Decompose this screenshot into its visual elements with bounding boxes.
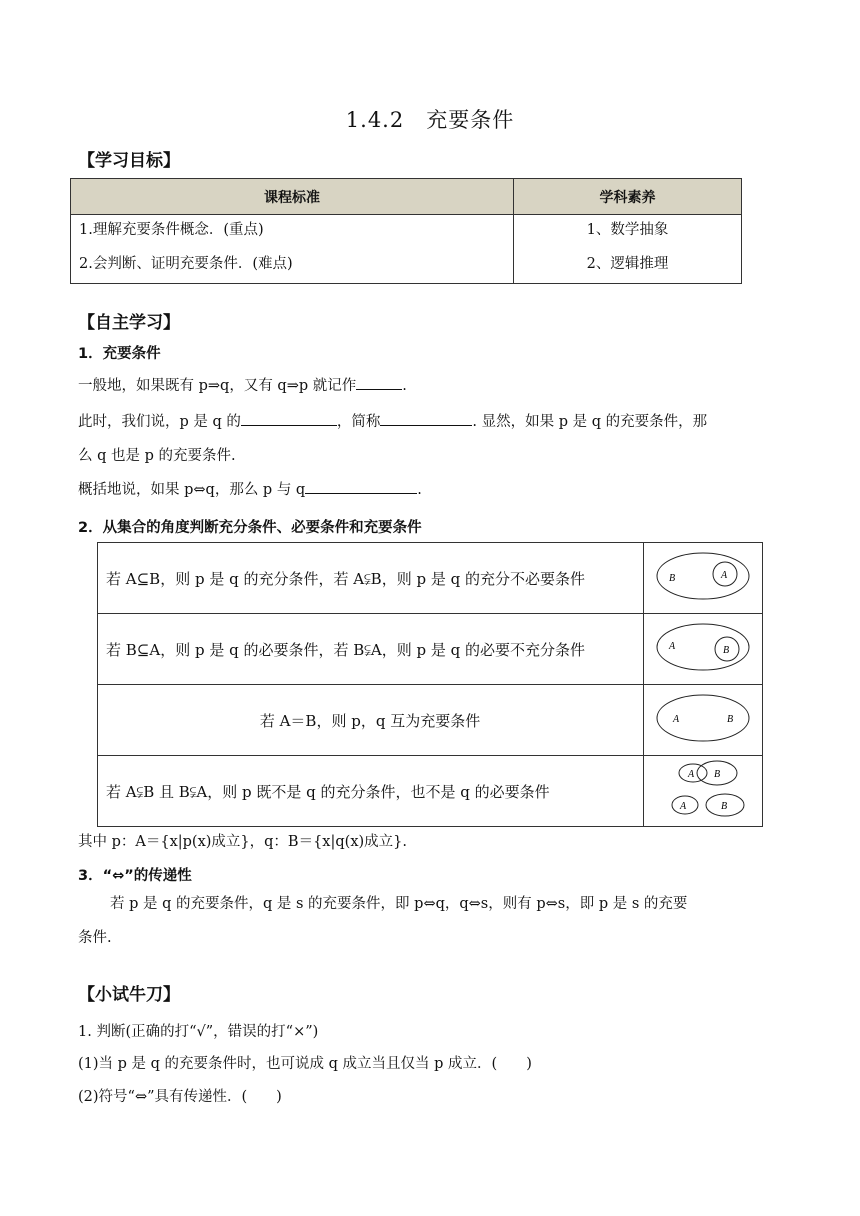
fill-blank[interactable]	[305, 479, 417, 494]
set-relation-text: 若 A⊆B，则 p 是 q 的充分条件，若 A⫋B，则 p 是 q 的充分不必要条件	[98, 543, 644, 614]
part1-line2-text3: . 显然，如果 p 是 q 的充要条件，那	[472, 414, 708, 430]
svg-text:B: B	[714, 769, 721, 780]
goal-literacy-item: 2、逻辑推理	[586, 256, 669, 272]
goal-literacy-item: 1、数学抽象	[586, 222, 669, 238]
practice-question-1: 1. 判断(正确的打“√”，错误的打“×”)	[78, 1024, 319, 1040]
set-relation-text: 若 A⫋B 且 B⫋A，则 p 既不是 q 的充分条件，也不是 q 的必要条件	[98, 756, 644, 827]
set-relations-table	[97, 542, 763, 827]
heading-part1: 1．充要条件	[78, 346, 161, 362]
part1-line2-text: 此时，我们说，p 是 q 的	[78, 414, 241, 430]
part1-line1-end: .	[402, 378, 407, 394]
heading-part3: 3．“⇔”的传递性	[78, 868, 192, 884]
fill-blank[interactable]	[241, 411, 337, 426]
part1-line4-text: 概括地说，如果 p⇔q，那么 p 与 q	[78, 482, 306, 498]
svg-text:B: B	[721, 801, 728, 812]
part1-line1-text: 一般地，如果既有 p⇒q，又有 q⇒p 就记作	[78, 378, 357, 394]
page-title: 1.4.2 充要条件	[345, 108, 515, 132]
part1-line3: 么 q 也是 p 的充要条件.	[78, 448, 236, 464]
section-self-study: 【自主学习】	[78, 313, 180, 333]
part3-line1: 若 p 是 q 的充要条件，q 是 s 的充要条件，即 p⇔q，q⇔s，则有 p⇔s，即 p 是 s 的充要	[110, 896, 688, 912]
goal-standard-item: 2.会判断、证明充要条件．(难点)	[79, 256, 293, 272]
goals-header-standard: 课程标准	[71, 179, 514, 215]
set-definition-note: 其中 p：A＝{x|p(x)成立}，q：B＝{x|q(x)成立}.	[78, 834, 407, 850]
set-relation-text: 若 B⊆A，则 p 是 q 的必要条件，若 B⫋A，则 p 是 q 的必要不充分条件	[98, 614, 644, 685]
svg-text:B: B	[723, 645, 730, 656]
goals-standards-cell	[71, 215, 514, 284]
part1-line2-text2: ，简称	[336, 414, 381, 430]
part1-line1	[78, 374, 407, 395]
fill-blank[interactable]	[380, 411, 472, 426]
section-goals: 【学习目标】	[78, 151, 180, 171]
goal-standard-item: 1.理解充要条件概念．(重点)	[79, 222, 264, 238]
part3-line2: 条件.	[78, 930, 112, 946]
venn-diagram-neither	[644, 756, 763, 827]
practice-item-2: (2)符号“⇔”具有传递性．( )	[78, 1089, 282, 1105]
part1-line4-end: .	[417, 482, 422, 498]
fill-blank[interactable]	[356, 375, 402, 390]
goals-table	[70, 178, 742, 284]
practice-item-1: (1)当 p 是 q 的充要条件时，也可说成 q 成立当且仅当 p 成立．( )	[78, 1056, 532, 1072]
goals-literacy-cell	[514, 215, 742, 284]
part1-line4	[78, 478, 422, 499]
goals-header-literacy: 学科素养	[514, 179, 742, 215]
heading-part2: 2．从集合的角度判断充分条件、必要条件和充要条件	[78, 520, 422, 536]
svg-text:B: B	[727, 714, 734, 725]
svg-text:A: A	[721, 570, 728, 581]
venn-diagram-a-in-b	[644, 543, 763, 614]
svg-text:B: B	[669, 573, 676, 584]
venn-diagram-b-in-a	[644, 614, 763, 685]
set-relation-text: 若 A＝B，则 p，q 互为充要条件	[98, 685, 644, 756]
venn-diagram-equal	[644, 685, 763, 756]
svg-text:A: A	[680, 801, 687, 812]
svg-text:A: A	[688, 769, 695, 780]
part1-line2	[78, 410, 707, 431]
section-practice: 【小试牛刀】	[78, 985, 180, 1005]
svg-text:A: A	[669, 641, 676, 652]
svg-text:A: A	[673, 714, 680, 725]
